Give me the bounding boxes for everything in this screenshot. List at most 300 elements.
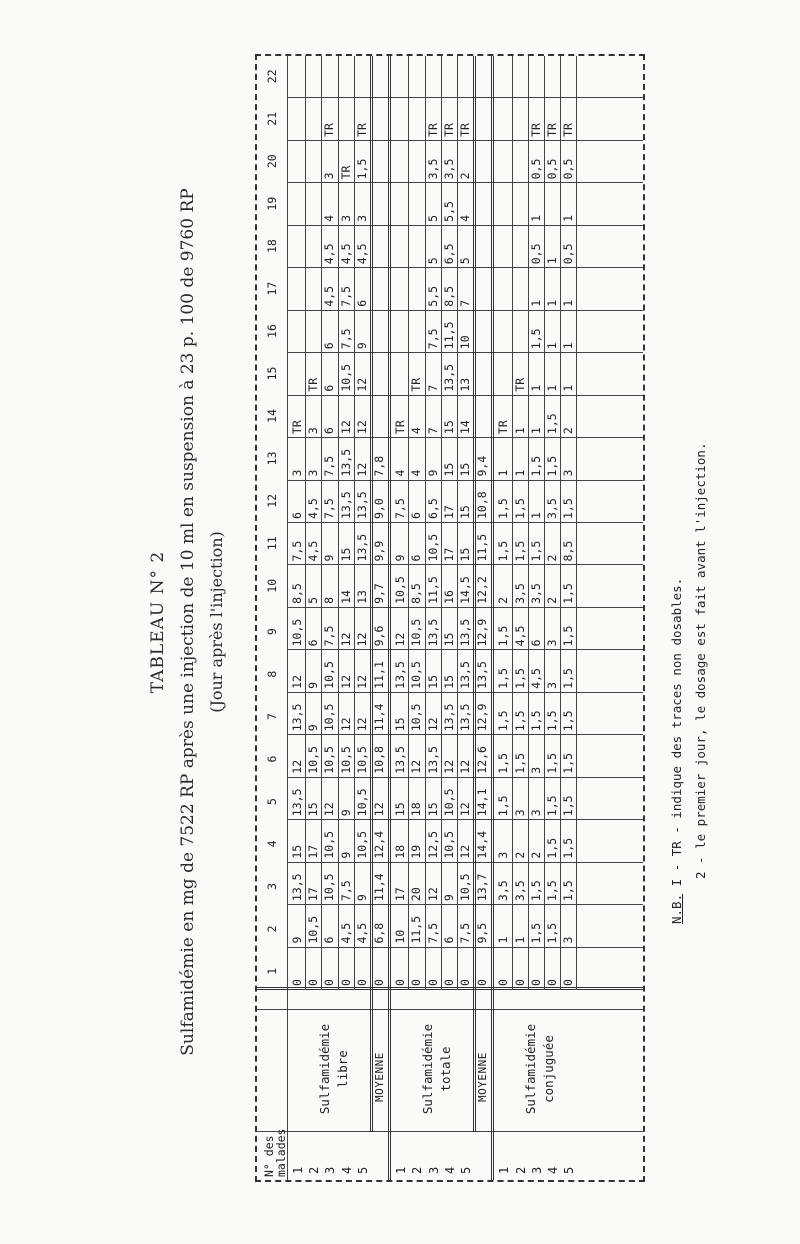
table-cell: 0,5 (545, 158, 559, 180)
table-cell: 12 (354, 462, 369, 477)
data-table (255, 54, 645, 1182)
table-cell: 9 (441, 894, 456, 902)
table-cell: 3 (306, 469, 321, 477)
table-cell: 10,5 (322, 873, 337, 902)
table-cell: 1 (561, 342, 576, 350)
group-label: Sulfamidémie libre (316, 1023, 350, 1115)
table-cell: 4,5 (512, 625, 527, 647)
day-column-divider (287, 522, 643, 523)
table-cell: 15 (306, 802, 321, 817)
table-cell: 9 (354, 894, 369, 902)
mean-cell: 11,1 (372, 661, 386, 689)
table-cell: 12 (425, 887, 440, 902)
table-cell: 3 (306, 427, 321, 435)
patient-number: 5 (562, 1166, 577, 1174)
table-cell: 8 (322, 596, 337, 604)
table-cell: 4,5 (322, 285, 337, 307)
table-cell: 9 (306, 681, 321, 689)
table-cell: 4,5 (354, 922, 369, 944)
mean-cell: 11,4 (372, 873, 386, 902)
table-cell: 3,5 (528, 583, 543, 604)
table-cell: 18 (393, 844, 408, 859)
table-cell: 1,5 (561, 710, 576, 732)
table-cell: TR (393, 420, 408, 435)
mean-cell: 10,8 (372, 746, 386, 774)
table-cell: 4 (458, 214, 472, 222)
table-cell: 17 (441, 547, 456, 562)
day-column-divider (287, 395, 643, 396)
patient-number: 5 (459, 1166, 473, 1174)
day-header: 14 (265, 409, 279, 423)
table-cell: TR (425, 123, 440, 137)
table-cell: 14,5 (458, 576, 472, 604)
table-cell: 1,5 (561, 880, 576, 902)
table-cell: 1 (528, 427, 543, 435)
day-column-divider (287, 692, 643, 693)
table-cell: 15 (425, 802, 440, 817)
table-cell: 6 (322, 384, 337, 392)
table-cell: 12 (338, 420, 353, 435)
table-cell: 9 (425, 469, 440, 477)
table-cell: 8,5 (561, 540, 576, 562)
table-cell: 11,5 (409, 915, 424, 944)
table-cell: 9 (322, 554, 337, 562)
table-cell: 15 (441, 420, 456, 435)
table-cell: 2 (545, 596, 559, 604)
day-column-divider (287, 904, 643, 905)
table-cell: 15 (441, 632, 456, 647)
table-cell: 1,5 (496, 668, 511, 689)
table-cell: 13,5 (290, 873, 304, 902)
table-cell: 7,5 (322, 625, 337, 647)
table-cell: 6 (409, 554, 424, 562)
day-column-divider (287, 862, 643, 863)
day-header: 3 (265, 882, 279, 890)
table-cell: 1,5 (561, 498, 576, 519)
day-header: 10 (265, 578, 279, 593)
table-cell: 1,5 (512, 540, 527, 562)
patients-header: N° des malades (262, 1128, 288, 1177)
table-cell: 5 (458, 257, 472, 265)
table-cell: 7,5 (322, 498, 337, 519)
mean-cell: 10,8 (475, 491, 490, 519)
table-cell: TR (322, 123, 337, 137)
table-cell: 0 (354, 979, 369, 986)
table-cell: 17 (306, 844, 321, 859)
day-header: 5 (265, 798, 279, 805)
day-column-divider (287, 947, 643, 948)
day-header: 17 (265, 281, 279, 296)
table-cell: 1,5 (528, 880, 543, 902)
table-cell: 3,5 (512, 583, 527, 604)
table-cell: 7 (425, 384, 440, 392)
table-cell: 3 (322, 172, 337, 180)
table-cell: 5,5 (441, 201, 456, 222)
table-cell: 12 (354, 674, 369, 689)
table-cell: 1,5 (354, 158, 369, 180)
table-cell: 13,5 (458, 618, 472, 647)
table-cell: 10,5 (393, 576, 408, 604)
table-cell: 12,5 (425, 830, 440, 859)
table-cell: 12 (338, 674, 353, 689)
table-cell: 12 (290, 674, 304, 689)
table-cell: 7,5 (338, 285, 353, 307)
table-cell: 17 (306, 887, 321, 902)
table-cell: 1,5 (512, 668, 527, 689)
table-cell: 10,5 (354, 830, 369, 859)
mean-cell: 9,7 (372, 583, 386, 604)
table-cell: 1,5 (496, 752, 511, 774)
table-cell: 12 (458, 844, 472, 859)
table-cell: TR (561, 123, 576, 137)
table-cell: TR (290, 420, 304, 435)
table-cell: 10,5 (338, 746, 353, 774)
table-cell: 1,5 (528, 328, 543, 350)
mean-cell: 0 (372, 979, 386, 986)
patient-number: 3 (529, 1166, 544, 1174)
table-cell: 0 (458, 979, 472, 986)
table-cell: 1 (496, 469, 511, 477)
table-cell: 1,5 (545, 795, 559, 817)
day-header: 13 (265, 451, 279, 466)
table-cell: 0 (441, 979, 456, 986)
mean-cell: 13,7 (475, 873, 490, 902)
table-cell: 18 (409, 802, 424, 817)
table-cell: 0 (512, 979, 527, 986)
table-cell: TR (528, 123, 543, 137)
table-cell: 5 (425, 257, 440, 265)
table-cell: 4,5 (338, 243, 353, 265)
table-cell: 7,5 (393, 498, 408, 519)
table-cell: 1,5 (496, 540, 511, 562)
day-header: 6 (265, 755, 279, 763)
table-cell: 7,5 (425, 922, 440, 944)
table-cell: 6 (306, 639, 321, 647)
table-cell: 20 (409, 887, 424, 902)
table-cell: 0 (425, 979, 440, 986)
day-column-divider (287, 97, 643, 98)
table-cell: 7,5 (322, 455, 337, 477)
day-column-divider (287, 777, 643, 778)
mean-cell: 12,4 (372, 830, 386, 859)
table-cell: 5 (306, 596, 321, 604)
mean-cell: 11,5 (475, 533, 490, 562)
table-cell: 0 (528, 979, 543, 986)
table-cell: 1,5 (528, 922, 543, 944)
table-cell: 13,5 (338, 448, 353, 477)
table-cell: 1 (528, 214, 543, 222)
notes-prefix: N.B. (669, 893, 684, 924)
table-cell: 10,5 (338, 363, 353, 392)
table-cell: 4 (409, 469, 424, 477)
table-cell: 7,5 (458, 922, 472, 944)
group-divider (388, 56, 391, 1180)
mean-cell: 14,4 (475, 830, 490, 859)
table-cell: 12 (338, 717, 353, 732)
table-cell: 3 (561, 936, 576, 944)
table-cell: 14 (338, 590, 353, 604)
table-cell: 15 (290, 844, 304, 859)
table-cell: 3 (528, 766, 543, 774)
table-cell: 9 (306, 724, 321, 732)
mean-cell: 6,8 (372, 922, 386, 944)
table-cell: 13,5 (290, 788, 304, 817)
table-cell: 10,5 (409, 618, 424, 647)
table-cell: 13,5 (290, 703, 304, 732)
table-cell: 15 (393, 802, 408, 817)
day-column-divider (287, 225, 643, 226)
table-cell: 10 (458, 335, 472, 350)
header-divider (287, 56, 288, 1180)
table-cell: 1 (496, 936, 511, 944)
table-cell: 2 (496, 596, 511, 604)
patient-number: 3 (426, 1166, 441, 1174)
table-cell: 13,5 (338, 491, 353, 519)
table-cell: 1 (561, 299, 576, 307)
table-cell: 0 (322, 979, 337, 986)
table-cell: 10,5 (441, 830, 456, 859)
table-cell: 3 (561, 469, 576, 477)
day-column-divider (287, 267, 643, 268)
table-cell: 16 (441, 590, 456, 604)
table-cell: 0 (561, 979, 576, 986)
table-cell: 2 (561, 427, 576, 435)
table-cell: 0,5 (528, 243, 543, 265)
table-cell: 15 (338, 547, 353, 562)
mean-cell: 0 (475, 979, 490, 986)
table-cell: 15 (458, 547, 472, 562)
day-header: 22 (265, 69, 279, 84)
table-cell: 10,5 (322, 661, 337, 689)
group-divider (491, 56, 494, 1180)
table-cell: 0 (496, 979, 511, 986)
table-cell: 3,5 (496, 880, 511, 902)
table-cell: 13 (354, 590, 369, 604)
day-header: 19 (265, 196, 279, 211)
table-cell: 10,5 (458, 873, 472, 902)
table-cell: 10,5 (306, 746, 321, 774)
day-header: 8 (265, 670, 279, 678)
day-column-divider (287, 310, 643, 311)
column-divider (257, 987, 643, 990)
day-header: 12 (265, 493, 279, 508)
row-divider (576, 56, 577, 990)
table-cell: 1 (528, 512, 543, 519)
table-cell: 10,5 (290, 618, 304, 647)
table-cell: 13,5 (441, 703, 456, 732)
patient-number: 5 (355, 1166, 370, 1174)
table-cell: 3,5 (512, 880, 527, 902)
table-cell: 3 (354, 214, 369, 222)
day-header: 21 (265, 111, 279, 126)
day-column-divider (287, 734, 643, 735)
table-cell: 1,5 (528, 710, 543, 732)
table-cell: 12 (458, 759, 472, 774)
mean-cell: 11,4 (372, 703, 386, 732)
table-cell: 1 (545, 384, 559, 392)
table-cell: 0,5 (561, 158, 576, 180)
table-cell: 6 (528, 639, 543, 647)
table-cell: 12 (354, 632, 369, 647)
table-cell: 1 (512, 427, 527, 435)
table-cell: 7 (458, 299, 472, 307)
table-cell: 1,5 (561, 752, 576, 774)
table-cell: TR (354, 123, 369, 137)
table-cell: 1 (545, 299, 559, 307)
table-cell: 1,5 (496, 795, 511, 817)
table-cell: 1 (528, 384, 543, 392)
patient-number: 2 (307, 1166, 322, 1174)
day-header: 2 (265, 925, 279, 933)
table-cell: 1,5 (561, 837, 576, 859)
table-cell: 1,5 (561, 625, 576, 647)
day-column-divider (287, 437, 643, 438)
mean-cell: 9,0 (372, 498, 386, 519)
table-cell: 15 (441, 674, 456, 689)
mean-cell: 9,9 (372, 540, 386, 562)
table-cell: 9 (338, 851, 353, 859)
table-cell: 0 (306, 979, 321, 986)
table-cell: 12 (338, 632, 353, 647)
table-cell: 4,5 (322, 243, 337, 265)
table-cell: 13,5 (354, 533, 369, 562)
table-cell: 6 (322, 427, 337, 435)
table-cell: TR (338, 165, 353, 180)
table-cell: 1,5 (561, 668, 576, 689)
table-cell: 1,5 (528, 540, 543, 562)
day-header: 9 (265, 628, 279, 636)
day-header: 16 (265, 324, 279, 338)
table-cell: 1,5 (545, 922, 559, 944)
table-cell: 3,5 (545, 498, 559, 519)
table-cell: 10,5 (441, 788, 456, 817)
table-cell: 0 (393, 979, 408, 986)
table-cell: 2 (545, 554, 559, 562)
table-cell: 13,5 (458, 703, 472, 732)
table-cell: 6,5 (425, 498, 440, 519)
table-cell: 14 (458, 420, 472, 435)
table-cell: 1,5 (545, 752, 559, 774)
footnotes (665, 443, 713, 925)
table-cell: 10 (393, 929, 408, 944)
mean-cell: 12,9 (475, 703, 490, 732)
table-cell: 13,5 (441, 363, 456, 392)
table-cell: 0 (545, 979, 559, 986)
column-divider (257, 1009, 643, 1010)
day-header: 4 (265, 840, 279, 848)
table-cell: 13,5 (393, 746, 408, 774)
table-cell: 3 (528, 809, 543, 817)
table-cell: 1 (561, 384, 576, 392)
table-cell: 1 (545, 257, 559, 265)
table-cell: 4 (393, 469, 408, 477)
table-cell: 10,5 (425, 533, 440, 562)
table-cell: 1 (528, 299, 543, 307)
table-cell: 1,5 (528, 455, 543, 477)
patient-number: 1 (394, 1166, 409, 1174)
table-cell: 1,5 (545, 880, 559, 902)
day-header: 1 (265, 967, 279, 975)
day-column-divider (287, 182, 643, 183)
table-cell: 11,5 (425, 576, 440, 604)
table-cell: 15 (458, 505, 472, 519)
mean-cell: 9,6 (372, 625, 386, 647)
table-cell: 0 (338, 979, 353, 986)
table-cell: 11,5 (441, 321, 456, 350)
table-cell: 1,5 (512, 710, 527, 732)
table-cell: 1,5 (512, 752, 527, 774)
table-cell: 6 (409, 512, 424, 519)
mean-cell: 7,8 (372, 455, 386, 477)
patient-number: 4 (546, 1166, 560, 1174)
day-column-divider (287, 564, 643, 565)
table-cell: 9 (338, 809, 353, 817)
table-cell: 4 (409, 427, 424, 435)
table-cell: 3 (496, 851, 511, 859)
table-cell: 3 (290, 469, 304, 477)
table-cell: 12 (425, 717, 440, 732)
table-cell: 3 (512, 809, 527, 817)
table-cell: 1,5 (496, 625, 511, 647)
table-cell: 10,5 (354, 746, 369, 774)
table-cell: 4 (322, 214, 337, 222)
table-cell: 6 (354, 299, 369, 307)
table-cell: 15 (393, 717, 408, 732)
day-header: 20 (265, 154, 279, 169)
table-cell: 1,5 (496, 710, 511, 732)
day-column-divider (287, 140, 643, 141)
table-cell: 13,5 (393, 661, 408, 689)
group-label: Sulfamidémie conjuguée (522, 1023, 557, 1115)
table-cell: 1 (512, 469, 527, 477)
table-cell: 1,5 (545, 413, 559, 435)
day-column-divider (287, 352, 643, 353)
table-cell: 1 (561, 214, 576, 222)
table-cell: 4,5 (306, 540, 321, 562)
table-cell: 9 (290, 936, 304, 944)
note-1: I - TR - indique des traces non dosables. (669, 577, 684, 887)
table-cell: 10,5 (306, 915, 321, 944)
table-cell: 13 (458, 377, 472, 392)
table-cell: 13,5 (425, 746, 440, 774)
table-cell: TR (441, 123, 456, 137)
table-cell: 1 (545, 342, 559, 350)
table-cell: 2 (512, 851, 527, 859)
table-cell: 2 (458, 172, 472, 180)
table-cell: 1,5 (561, 795, 576, 817)
table-cell: 10,5 (409, 703, 424, 732)
day-column-divider (287, 607, 643, 608)
table-cell: 19 (409, 844, 424, 859)
table-cell: 12 (393, 632, 408, 647)
mean-cell: 14,1 (475, 788, 490, 817)
row-divider (528, 56, 529, 990)
days-caption: (Jour après l'injection) (207, 531, 226, 713)
mean-label: MOYENNE (373, 1052, 386, 1102)
table-cell: TR (306, 377, 321, 392)
table-cell: 1,5 (496, 498, 511, 519)
table-cell: 8,5 (409, 583, 424, 604)
patient-number: 4 (339, 1166, 354, 1174)
table-cell: 0 (409, 979, 424, 986)
table-cell: 10,5 (322, 746, 337, 774)
table-cell: 12 (290, 759, 304, 774)
day-column-divider (287, 480, 643, 481)
table-cell: 7,5 (338, 880, 353, 902)
mean-cell: 12,2 (475, 576, 490, 604)
column-divider (257, 1131, 643, 1132)
table-cell: 5,5 (425, 285, 440, 307)
